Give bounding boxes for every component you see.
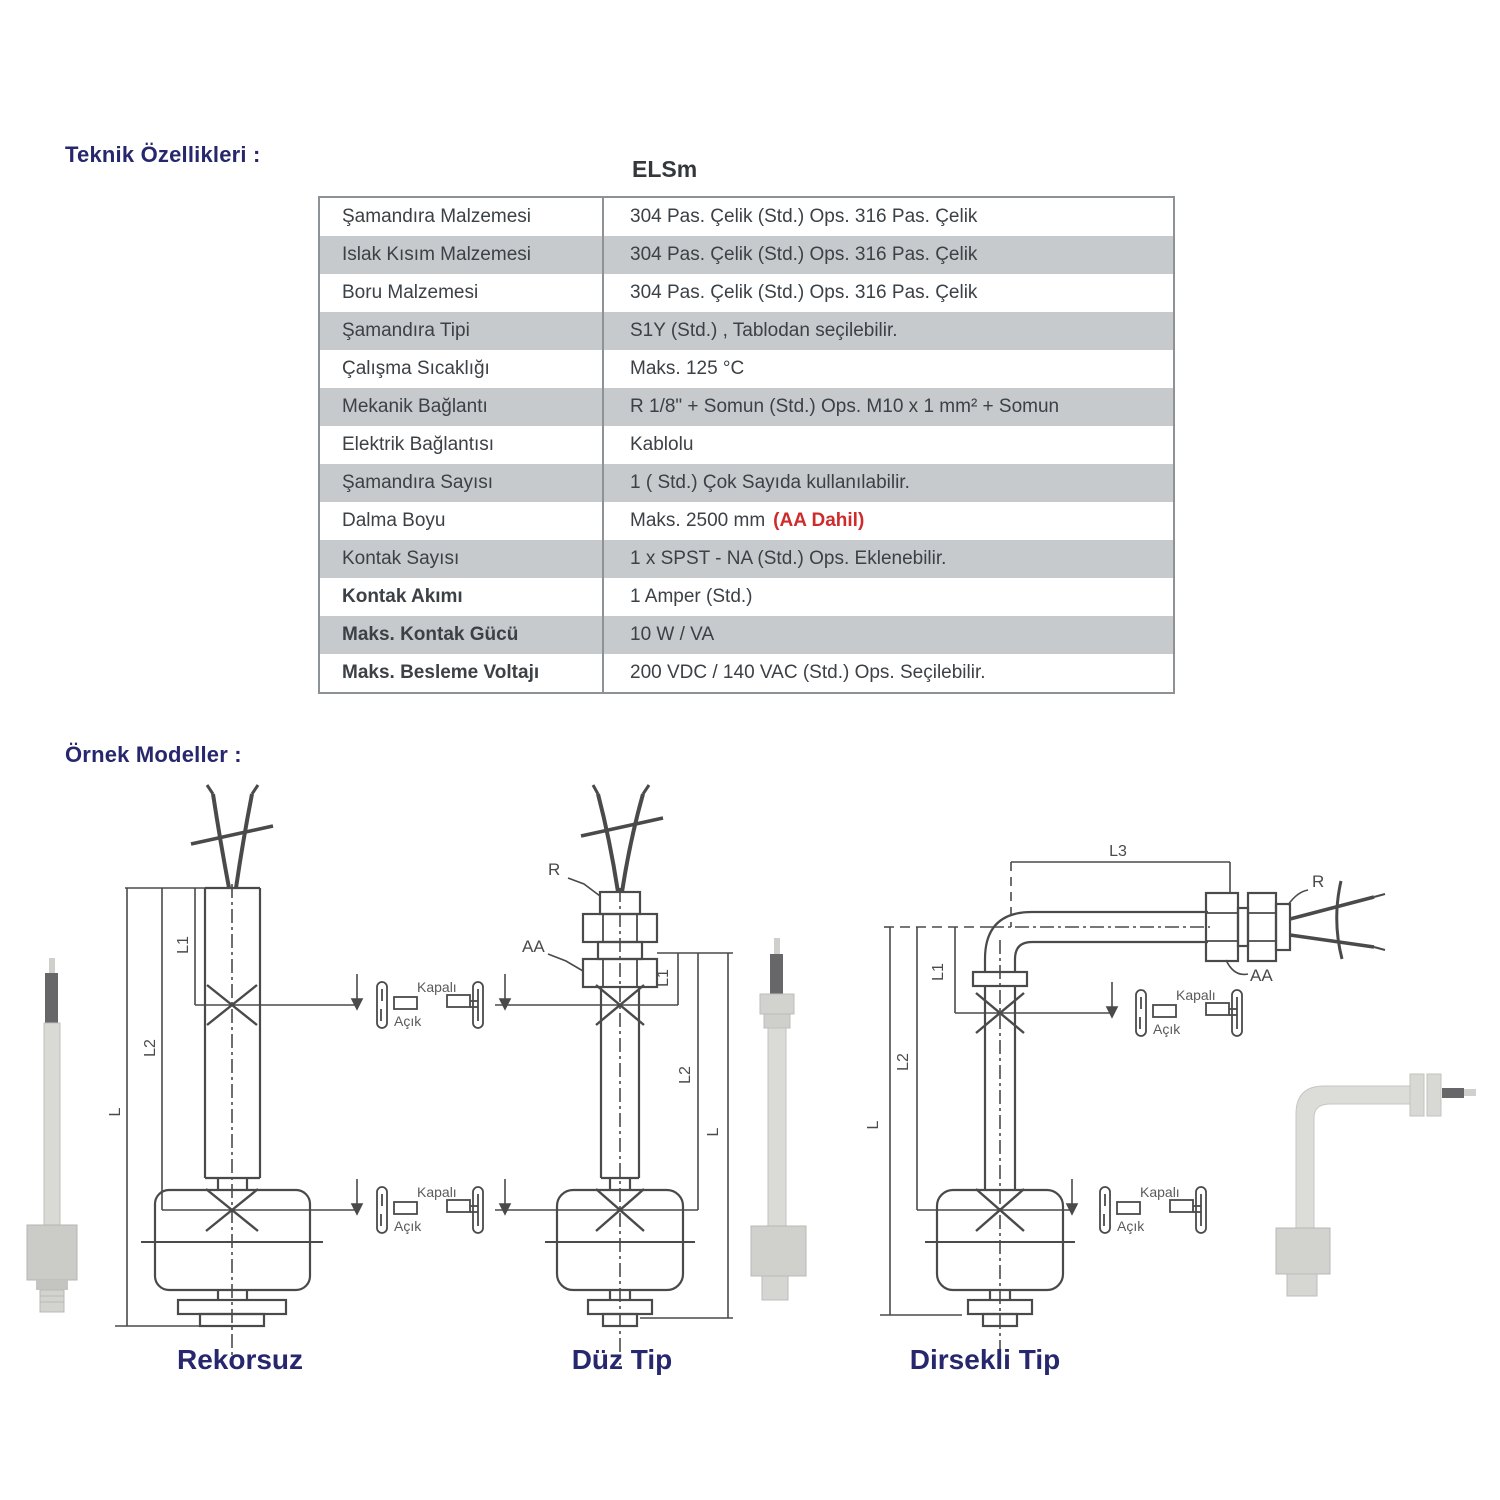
- table-row: [320, 540, 1173, 578]
- product-photo-duz: [751, 938, 806, 1300]
- spec-label: Elektrik Bağlantısı: [320, 426, 604, 464]
- kapali-label: Kapalı: [417, 1184, 457, 1200]
- dim-label-l1: L1: [930, 963, 947, 981]
- table-row: [320, 654, 1173, 692]
- spec-table: [318, 196, 1175, 694]
- dim-label-l3: L3: [1109, 843, 1127, 860]
- acik-label: Açık: [394, 1013, 422, 1029]
- r-leader: [568, 878, 600, 896]
- duz-dimensions: [495, 953, 733, 1318]
- table-row: [320, 502, 1173, 540]
- spec-value: Maks. 2500 mm (AA Dahil): [630, 510, 865, 531]
- spec-value: 304 Pas. Çelik (Std.) Ops. 316 Pas. Çelik: [630, 244, 978, 265]
- example-models-drawings: [0, 780, 1500, 1420]
- spec-label: Maks. Kontak Gücü: [320, 616, 604, 654]
- models-section-title: Örnek Modeller :: [65, 742, 242, 767]
- switch-state-symbol-lower: [377, 1184, 483, 1234]
- spec-label: Şamandıra Malzemesi: [320, 198, 604, 236]
- table-row: [320, 388, 1173, 426]
- ref-label-aa: AA: [522, 937, 545, 956]
- ref-label-aa: AA: [1250, 966, 1273, 985]
- aa-leader: [548, 954, 583, 971]
- spec-label: Mekanik Bağlantı: [320, 388, 604, 426]
- drawings-svg: [0, 780, 1500, 1420]
- table-row: [320, 312, 1173, 350]
- switch-state-symbol-upper: [1136, 987, 1242, 1037]
- dim-label-l: L: [107, 1107, 124, 1117]
- spec-label: Islak Kısım Malzemesi: [320, 236, 604, 274]
- spec-value: 10 W / VA: [630, 624, 715, 645]
- switch-state-symbol-lower: [1100, 1184, 1206, 1234]
- r-leader: [1288, 890, 1308, 905]
- dim-label-l1: L1: [175, 936, 192, 954]
- rekorsuz-dimensions: [115, 888, 362, 1326]
- model-caption-rekorsuz: Rekorsuz: [176, 1344, 304, 1375]
- table-row: [320, 616, 1173, 654]
- model-caption-dirsekli-tip: Dirsekli Tip: [909, 1344, 1061, 1375]
- dim-label-l: L: [865, 1120, 882, 1130]
- spec-label: Maks. Besleme Voltajı: [320, 654, 604, 692]
- table-row: [320, 274, 1173, 312]
- table-row: [320, 464, 1173, 502]
- spec-value: 1 x SPST - NA (Std.) Ops. Eklenebilir.: [630, 548, 947, 569]
- table-row: [320, 198, 1173, 236]
- ref-label-r: R: [548, 860, 561, 879]
- spec-value: 1 Amper (Std.): [630, 586, 753, 607]
- product-photo-rekorsuz: [27, 958, 77, 1312]
- dim-label-l2: L2: [677, 1066, 694, 1084]
- table-row: [320, 236, 1173, 274]
- acik-label: Açık: [394, 1218, 422, 1234]
- dim-label-l: L: [705, 1127, 722, 1137]
- spec-value: S1Y (Std.) , Tablodan seçilebilir.: [630, 320, 898, 341]
- drawing-rekorsuz: [27, 785, 483, 1365]
- switch-state-symbol-upper: [377, 979, 483, 1029]
- spec-label: Kontak Sayısı: [320, 540, 604, 578]
- spec-value: 1 ( Std.) Çok Sayıda kullanılabilir.: [630, 472, 910, 493]
- specs-section-title: Teknik Özellikleri :: [65, 142, 261, 167]
- dim-label-l2: L2: [142, 1039, 159, 1057]
- spec-label: Çalışma Sıcaklığı: [320, 350, 604, 388]
- table-column-header: ELSm: [632, 156, 698, 182]
- spec-label: Şamandıra Tipi: [320, 312, 604, 350]
- table-row: [320, 426, 1173, 464]
- dirsekli-l3-dimension: [1011, 862, 1230, 927]
- spec-label: Kontak Akımı: [320, 578, 604, 616]
- spec-label: Şamandıra Sayısı: [320, 464, 604, 502]
- ref-label-r: R: [1312, 872, 1325, 891]
- kapali-label: Kapalı: [417, 979, 457, 995]
- model-caption-duz-tip: Düz Tip: [571, 1344, 673, 1375]
- table-row: [320, 578, 1173, 616]
- spec-value: 304 Pas. Çelik (Std.) Ops. 316 Pas. Çelik: [630, 282, 978, 303]
- product-photo-dirsekli: [1276, 1074, 1476, 1296]
- aa-leader: [1226, 960, 1248, 974]
- dim-label-l2: L2: [895, 1053, 912, 1071]
- table-row: [320, 350, 1173, 388]
- drawing-dirsekli-tip: [865, 843, 1476, 1365]
- acik-label: Açık: [1153, 1021, 1181, 1037]
- spec-value: 200 VDC / 140 VAC (Std.) Ops. Seçilebilir.: [630, 662, 986, 683]
- spec-label: Boru Malzemesi: [320, 274, 604, 312]
- spec-value: Maks. 125 °C: [630, 358, 745, 379]
- kapali-label: Kapalı: [1140, 1184, 1180, 1200]
- spec-label: Dalma Boyu: [320, 502, 604, 540]
- drawing-duz-tip: [495, 785, 806, 1365]
- spec-value: Kablolu: [630, 434, 694, 455]
- spec-value: 304 Pas. Çelik (Std.) Ops. 316 Pas. Çelik: [630, 206, 978, 227]
- dirsekli-centerlines: [884, 927, 1210, 1365]
- spec-value: R 1/8" + Somun (Std.) Ops. M10 x 1 mm² + Somun: [630, 396, 1060, 417]
- spec-value-red-note: (AA Dahil): [773, 510, 865, 531]
- acik-label: Açık: [1117, 1218, 1145, 1234]
- kapali-label: Kapalı: [1176, 987, 1216, 1003]
- dim-label-l1: L1: [655, 969, 672, 987]
